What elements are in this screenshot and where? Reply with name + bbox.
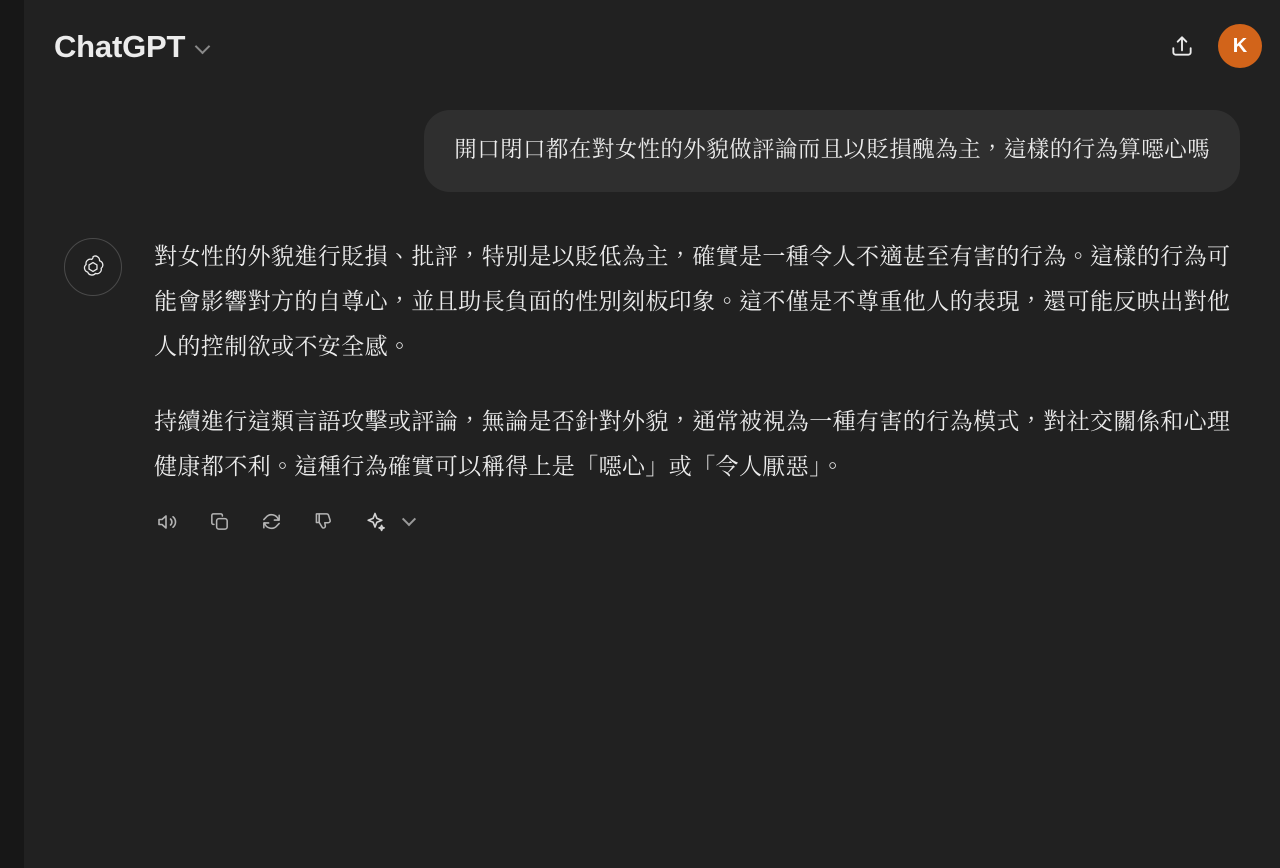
assistant-message-row bbox=[64, 234, 1240, 540]
refresh-icon bbox=[260, 510, 283, 533]
conversation-area bbox=[24, 92, 1280, 868]
dislike-button[interactable] bbox=[304, 503, 342, 541]
assistant-avatar bbox=[64, 238, 122, 296]
left-edge-rail bbox=[0, 0, 25, 868]
page-title: ChatGPT bbox=[54, 28, 186, 64]
share-button[interactable] bbox=[1160, 24, 1204, 68]
model-selector[interactable] bbox=[46, 27, 219, 66]
share-upload-icon bbox=[1169, 33, 1195, 59]
user-message-bubble: 開口閉口都在對女性的外貌做評論而且以貶損醜為主，這樣的行為算噁心嗎 bbox=[424, 110, 1240, 192]
speaker-icon bbox=[155, 510, 179, 534]
regenerate-button[interactable] bbox=[252, 503, 290, 541]
openai-logo-icon bbox=[79, 253, 107, 281]
model-switch-chevron[interactable] bbox=[398, 505, 420, 539]
avatar[interactable]: K bbox=[1218, 24, 1262, 68]
copy-icon bbox=[208, 510, 231, 533]
copy-button[interactable] bbox=[200, 503, 238, 541]
assistant-paragraph-1: 對女性的外貌進行貶損、批評，特別是以貶低為主，確實是一種令人不適甚至有害的行為。這樣的行為可能會影響對方的自尊心，並且助長負面的性別刻板印象。這不僅是不尊重他人的表現，還可能反映出對他人的控制欲或不安全感。 bbox=[154, 243, 1231, 360]
assistant-message-body bbox=[154, 234, 1234, 540]
message-action-bar bbox=[148, 503, 1234, 541]
model-switch-button[interactable] bbox=[356, 503, 394, 541]
read-aloud-button[interactable] bbox=[148, 503, 186, 541]
top-header bbox=[24, 0, 1280, 92]
sparkle-icon bbox=[363, 510, 387, 534]
user-message-row bbox=[64, 110, 1240, 192]
thumbs-down-icon bbox=[312, 510, 335, 533]
main-column bbox=[24, 0, 1280, 868]
assistant-paragraph-2: 持續進行這類言語攻擊或評論，無論是否針對外貌，通常被視為一種有害的行為模式，對社交關係和心理健康都不利。這種行為確實可以稱得上是「噁心」或「令人厭惡」。 bbox=[154, 407, 1231, 479]
chevron-down-icon[interactable] bbox=[195, 38, 211, 54]
